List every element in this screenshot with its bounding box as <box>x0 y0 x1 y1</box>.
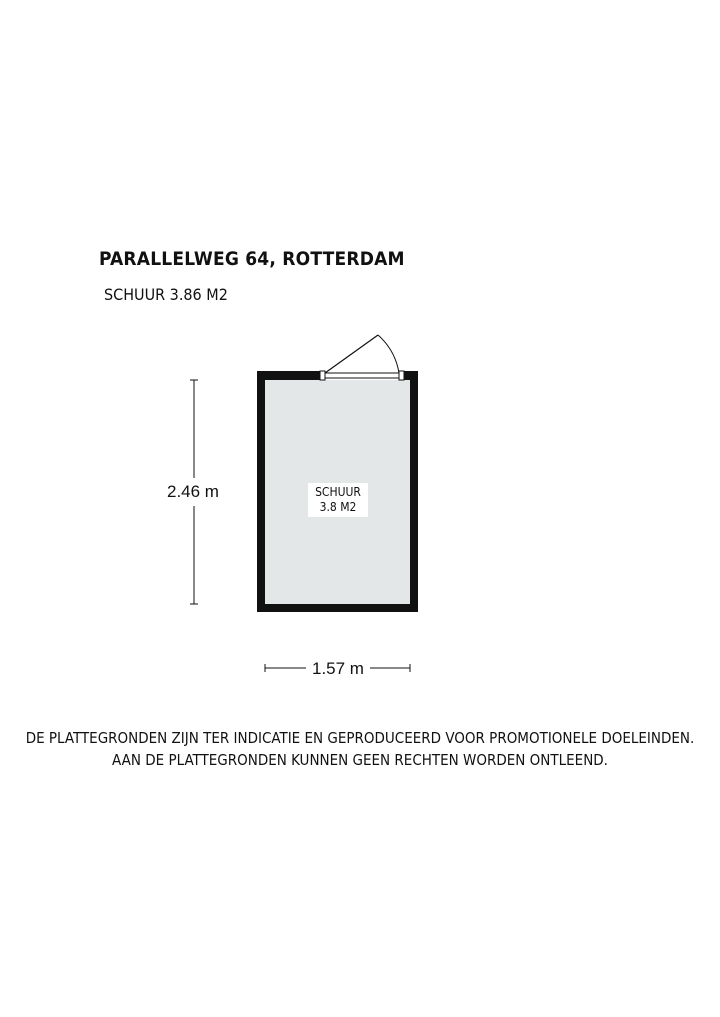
disclaimer-line-1: DE PLATTEGRONDEN ZIJN TER INDICATIE EN GEPRODUCEERD VOOR PROMOTIONELE DOELEINDEN. <box>25 729 695 747</box>
door-jamb-right <box>399 371 404 380</box>
disclaimer <box>0 727 720 771</box>
room-label <box>308 483 368 517</box>
plan-title: PARALLELWEG 64, ROTTERDAM <box>99 248 405 270</box>
plan-subtitle: SCHUUR 3.86 M2 <box>104 285 228 304</box>
disclaimer-line-2: AAN DE PLATTEGRONDEN KUNNEN GEEN RECHTEN WORDEN ONTLEEND. <box>112 751 608 769</box>
room-area: 3.8 M2 <box>319 500 357 514</box>
door-swing-arc <box>378 335 399 373</box>
door-opening <box>325 371 399 380</box>
room-name: SCHUUR <box>315 485 361 499</box>
height-dimension-label: 2.46 m <box>167 482 219 501</box>
width-dimension-label: 1.57 m <box>312 659 364 678</box>
door-jamb-left <box>320 371 325 380</box>
door-leaf <box>325 335 378 373</box>
